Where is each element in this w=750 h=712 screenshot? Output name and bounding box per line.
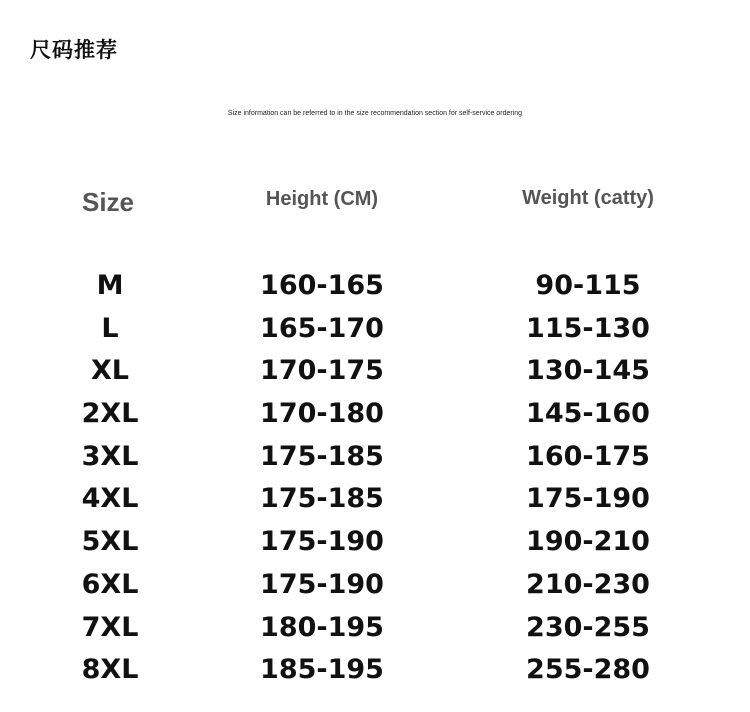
size-cell: 5XL (81, 526, 139, 558)
weight-cell: 130-145 (526, 355, 650, 387)
height-cell: 185-195 (260, 654, 384, 686)
size-column-header: Size (81, 187, 135, 217)
height-cell: 175-190 (260, 568, 384, 600)
height-column-header: Height (CM) (265, 188, 379, 210)
weight-cell: 230-255 (526, 611, 650, 643)
size-cell: 8XL (81, 654, 139, 686)
size-cell: 4XL (81, 483, 139, 515)
weight-cell: 145-160 (526, 398, 650, 430)
height-cell: 175-185 (260, 483, 384, 515)
page-title: 尺码推荐 (30, 38, 118, 62)
height-cell: 165-170 (260, 312, 384, 344)
weight-cell: 210-230 (526, 568, 650, 600)
size-table-body (0, 265, 750, 692)
table-row (0, 521, 750, 564)
height-cell: 180-195 (260, 611, 384, 643)
table-row (0, 265, 750, 308)
height-cell: 160-165 (260, 270, 384, 301)
table-row (0, 308, 750, 351)
table-row (0, 649, 750, 692)
size-cell: 2XL (81, 398, 139, 430)
weight-cell: 160-175 (526, 440, 650, 472)
subtitle: Size information can be referred to in the size recommendation section for self-service ordering (227, 110, 523, 117)
height-cell: 170-175 (260, 355, 384, 387)
height-cell: 175-190 (260, 526, 384, 558)
size-cell: 3XL (81, 440, 139, 472)
weight-cell: 115-130 (526, 312, 650, 344)
weight-cell: 190-210 (526, 526, 650, 558)
weight-cell: 175-190 (526, 483, 650, 515)
height-cell: 170-180 (260, 398, 384, 430)
size-cell: 6XL (81, 568, 139, 600)
table-row (0, 478, 750, 521)
size-cell: M (96, 270, 124, 301)
size-cell: 7XL (81, 611, 139, 643)
size-cell: L (101, 312, 119, 344)
table-row (0, 350, 750, 393)
weight-cell: 90-115 (535, 270, 641, 301)
weight-column-header: Weight (catty) (522, 187, 654, 209)
size-cell: XL (90, 355, 130, 387)
table-row (0, 564, 750, 607)
table-row (0, 393, 750, 436)
table-row (0, 607, 750, 650)
weight-cell: 255-280 (526, 654, 650, 686)
height-cell: 175-185 (260, 440, 384, 472)
table-row (0, 436, 750, 479)
